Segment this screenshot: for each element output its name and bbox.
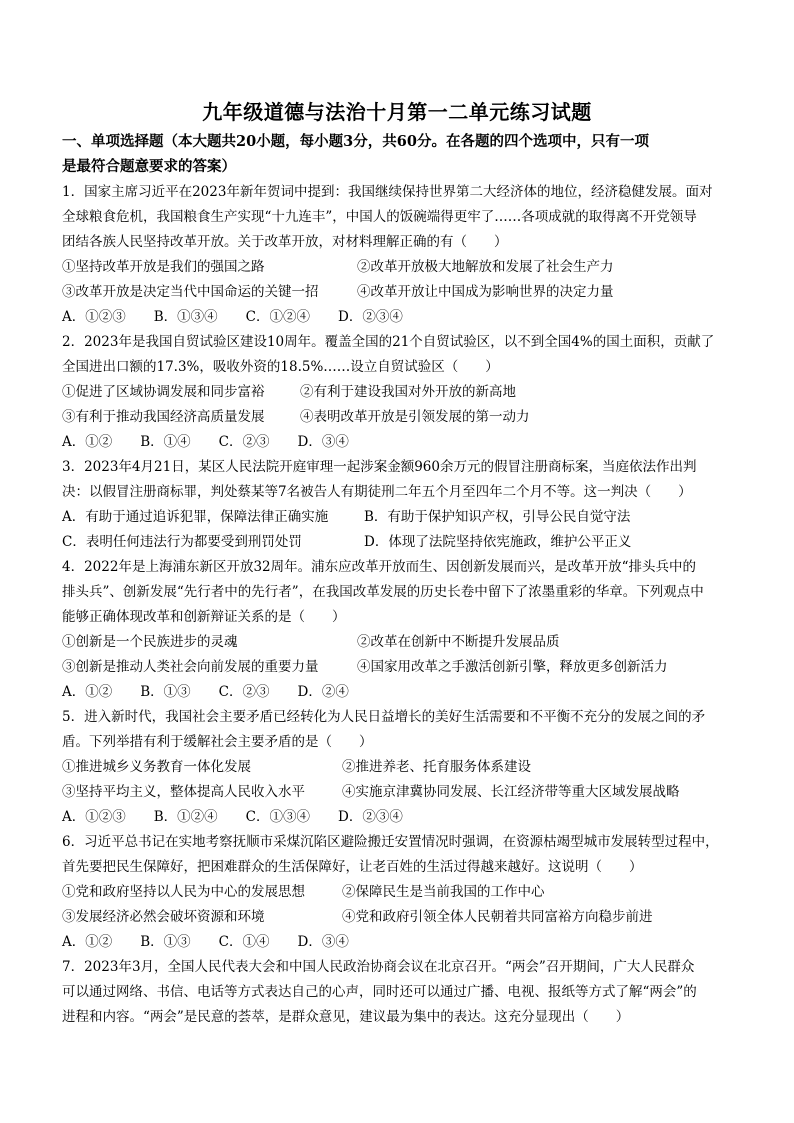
q4-stem: 4．2022年是上海浦东新区开放32周年。浦东应改革开放而生、因创新发展而兴，是改革开放“排头兵中的 xyxy=(62,559,697,575)
q2-answer-a: A．①② xyxy=(62,434,113,450)
q5-option: ④实施京津冀协同发展、长江经济带等重大区域发展战略 xyxy=(342,784,680,800)
q5-answer-c: C．①③④ xyxy=(245,809,311,825)
q5-answers xyxy=(62,805,742,829)
q6-answer-b: B．①③ xyxy=(140,934,191,950)
q6-answers xyxy=(62,930,742,954)
q1-answer-c: C．①②④ xyxy=(245,309,311,325)
q6-option: ①党和政府坚持以人民为中心的发展思想 xyxy=(62,884,305,900)
q1-answer-d: D．②③④ xyxy=(338,309,403,325)
q7-stem: 7．2023年3月，全国人民代表大会和中国人民政治协商会议在北京召开。“两会”召开期间，广大人民群众 xyxy=(62,959,695,975)
q2-options-row xyxy=(62,380,742,404)
q1-stem: 团结各族人民坚持改革开放。关于改革开放，对材料理解正确的有（ ） xyxy=(62,234,508,250)
q2-option: ③有利于推动我国经济高质量发展 xyxy=(62,409,265,425)
q4-answer-b: B．①③ xyxy=(140,684,191,700)
q5-option: ③坚持平均主义，整体提高人民收入水平 xyxy=(62,784,305,800)
q1-option: ③改革开放是决定当代中国命运的关键一招 xyxy=(62,284,319,300)
q6-options-row xyxy=(62,880,742,904)
q3-stem: 决：以假冒注册商标罪，判处蔡某等7名被告人有期徒刑二年五个月至四年二个月不等。这一判决（ ） xyxy=(62,484,692,500)
q3-option: D．体现了法院坚持依宪施政，维护公平正义 xyxy=(364,534,632,550)
q1-option: ①坚持改革开放是我们的强国之路 xyxy=(62,259,265,275)
q2-stem: 全国进出口额的17.3%，吸收外资的18.5%……设立自贸试验区（ ） xyxy=(62,359,499,375)
q2-answer-b: B．①④ xyxy=(140,434,191,450)
q6-option: ②保障民生是当前我国的工作中心 xyxy=(342,884,545,900)
q5-options-row xyxy=(62,780,742,804)
q1-option: ②改革开放极大地解放和发展了社会生产力 xyxy=(357,259,614,275)
q5-answer-a: A．①②③ xyxy=(62,809,126,825)
section-header: 一、单项选择题（本大题共20小题，每小题3分，共60分。在各题的四个选项中，只有一项 xyxy=(62,133,649,150)
q4-stem: 能够正确体现改革和创新辩证关系的是（ ） xyxy=(62,609,346,625)
q1-options-row xyxy=(62,280,742,304)
q1-answer-b: B．①③④ xyxy=(153,309,218,325)
q2-answer-d: D．③④ xyxy=(297,434,349,450)
q5-options-row xyxy=(62,755,742,779)
q4-option: ②改革在创新中不断提升发展品质 xyxy=(357,634,560,650)
q6-options-row xyxy=(62,905,742,929)
q2-option: ②有利于建设我国对外开放的新高地 xyxy=(300,384,516,400)
q7-stem: 进程和内容。“两会”是民意的荟萃，是群众意见，建议最为集中的表达。这充分显现出（ ） xyxy=(62,1009,630,1025)
q6-answer-a: A．①② xyxy=(62,934,113,950)
q6-stem: 6．习近平总书记在实地考察抚顺市采煤沉陷区避险搬迁安置情况时强调，在资源枯竭型城市发展转型过程中， xyxy=(62,834,719,850)
q6-answer-d: D．③④ xyxy=(297,934,349,950)
q6-stem: 首先要把民生保障好，把困难群众的生活保障好，让老百姓的生活过得越来越好。这说明（ ） xyxy=(62,859,643,875)
q6-answer-c: C．①④ xyxy=(218,934,270,950)
q5-answer-b: B．①②④ xyxy=(153,809,218,825)
q3-option: C．表明任何违法行为都要受到刑罚处罚 xyxy=(62,534,302,550)
q4-option: ④国家用改革之手激活创新引擎，释放更多创新活力 xyxy=(357,659,668,675)
q5-answer-d: D．②③④ xyxy=(338,809,403,825)
q1-stem: 全球粮食危机，我国粮食生产实现“十九连丰”，中国人的饭碗端得更牢了……各项成就的取得离不开党领导 xyxy=(62,209,697,225)
q4-options-row xyxy=(62,630,742,654)
q4-answer-d: D．②④ xyxy=(297,684,349,700)
q2-answers xyxy=(62,430,742,454)
q1-options-row xyxy=(62,255,742,279)
q4-answer-c: C．②③ xyxy=(218,684,270,700)
q6-option: ④党和政府引领全体人民朝着共同富裕方向稳步前进 xyxy=(342,909,653,925)
section-header-cont: 是最符合题意要求的答案） xyxy=(62,158,236,175)
q1-answers xyxy=(62,305,742,329)
q2-option: ①促进了区域协调发展和同步富裕 xyxy=(62,384,265,400)
q4-answer-a: A．①② xyxy=(62,684,113,700)
q4-option: ①创新是一个民族进步的灵魂 xyxy=(62,634,238,650)
q4-answers xyxy=(62,680,742,704)
q3-option: A．有助于通过追诉犯罪，保障法律正确实施 xyxy=(62,509,329,525)
q3-stem: 3．2023年4月21日，某区人民法院开庭审理一起涉案金额960余万元的假冒注册商标案，当庭依法作出判 xyxy=(62,459,697,475)
q1-answer-a: A．①②③ xyxy=(62,309,126,325)
q4-stem: 排头兵”、创新发展“先行者中的先行者”，在我国改革发展的历史长卷中留下了浓墨重彩的华章。下列观点中 xyxy=(62,584,704,600)
q2-stem: 2．2023年是我国自贸试验区建设10周年。覆盖全国的21个自贸试验区，以不到全国4%的国土面积，贡献了 xyxy=(62,334,715,350)
q2-answer-c: C．②③ xyxy=(218,434,270,450)
q5-stem: 盾。下列举措有利于缓解社会主要矛盾的是（ ） xyxy=(62,734,373,750)
q2-options-row xyxy=(62,405,742,429)
q5-stem: 5．进入新时代，我国社会主要矛盾已经转化为人民日益增长的美好生活需要和不平衡不充分的发展之间的矛 xyxy=(62,709,706,725)
q5-option: ②推进养老、托育服务体系建设 xyxy=(342,759,531,775)
q1-option: ④改革开放让中国成为影响世界的决定力量 xyxy=(357,284,614,300)
q1-stem: 1．国家主席习近平在2023年新年贺词中提到：我国继续保持世界第二大经济体的地位，经济稳健发展。面对 xyxy=(62,184,713,200)
q5-option: ①推进城乡义务教育一体化发展 xyxy=(62,759,251,775)
page-title: 九年级道德与法治十月第一二单元练习试题 xyxy=(202,100,592,124)
q3-options-row xyxy=(62,530,742,554)
q6-option: ③发展经济必然会破坏资源和环境 xyxy=(62,909,265,925)
q7-stem: 可以通过网络、书信、电话等方式表达自己的心声，同时还可以通过广播、电视、报纸等方式了解“两会”的 xyxy=(62,984,697,1000)
q4-options-row xyxy=(62,655,742,679)
q4-option: ③创新是推动人类社会向前发展的重要力量 xyxy=(62,659,319,675)
q3-options-row xyxy=(62,505,742,529)
q3-option: B．有助于保护知识产权，引导公民自觉守法 xyxy=(364,509,631,525)
q2-option: ④表明改革开放是引领发展的第一动力 xyxy=(300,409,530,425)
